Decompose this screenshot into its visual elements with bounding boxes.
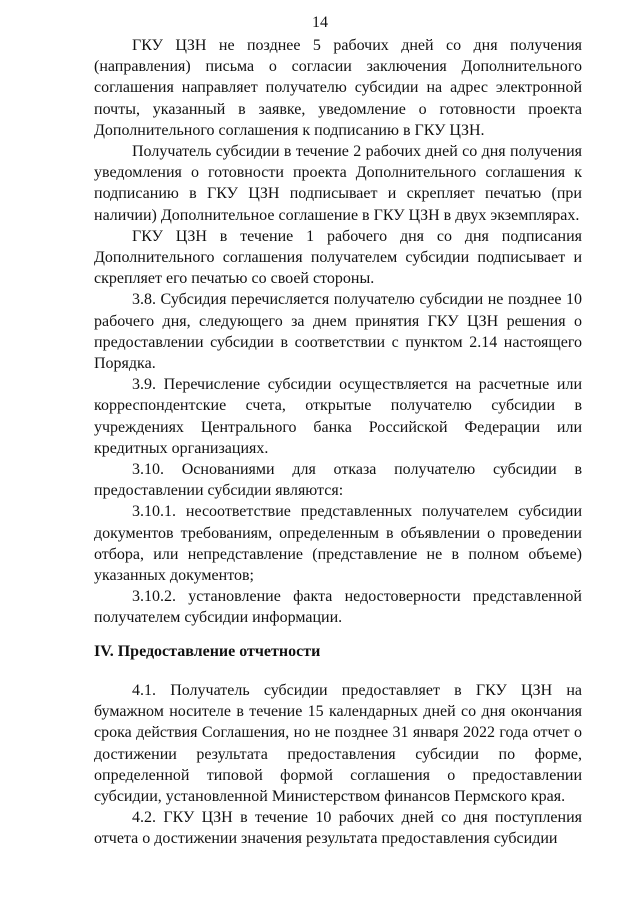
section-heading-iv: IV. Предоставление отчетности (94, 642, 321, 660)
paragraph-3-10-2: 3.10.2. установление факта недостоверности представленной получателем субсидии информации. (94, 588, 582, 627)
document-body (94, 35, 582, 850)
paragraph-gku-notification: ГКУ ЦЗН не позднее 5 рабочих дней со дня получения (направления) письма о согласии заключения Дополнительного соглашения направляет получателю субсидии на адрес электронной почты, указанный в заявке, уведомление о готовности проекта Дополнительного соглашения к подписанию в ГКУ ЦЗН. (94, 37, 582, 139)
paragraph-4-1: 4.1. Получатель субсидии предоставляет в ГКУ ЦЗН на бумажном носителе в течение 15 календарных дней со дня окончания срока действия Соглашения, но не позднее 31 января 2022 года отчет о достижении результата предоставления субсидии по форме, определенной типовой формой соглашения о предоставлении субсидии, установленной Министерством финансов Пермского края. (94, 681, 582, 805)
paragraph-4-2: 4.2. ГКУ ЦЗН в течение 10 рабочих дней со дня поступления отчета о достижении значения результата предоставления субсидии (94, 809, 582, 848)
page-number: 14 (312, 14, 328, 31)
paragraph-gku-signing: ГКУ ЦЗН в течение 1 рабочего дня со дня подписания Дополнительного соглашения получателем субсидии подписывает и скрепляет его печатью со своей стороны. (94, 227, 582, 288)
paragraph-3-8: 3.8. Субсидия перечисляется получателю субсидии не позднее 10 рабочего дня, следующего за днем принятия ГКУ ЦЗН решения о предоставлении субсидии в соответствии с пунктом 2.14 настоящего Порядка. (94, 291, 582, 373)
paragraph-3-10-1: 3.10.1. несоответствие представленных получателем субсидии документов требованиям, определенным в объявлении о проведении отбора, или непредставление (представление не в полном объеме) указанных документов; (94, 503, 582, 585)
paragraph-3-9: 3.9. Перечисление субсидии осуществляется на расчетные или корреспондентские счета, открытые получателю субсидии в учреждениях Центрального банка Российской Федерации или кредитных организациях. (94, 376, 582, 457)
paragraph-3-10: 3.10. Основаниями для отказа получателю субсидии в предоставлении субсидии являются: (94, 461, 582, 500)
paragraph-recipient-signing: Получатель субсидии в течение 2 рабочих дней со дня получения уведомления о готовности проекта Дополнительного соглашения к подписанию в ГКУ ЦЗН подписывает и скрепляет печатью (при наличии) Дополнительное соглашение в ГКУ ЦЗН в двух экземплярах. (94, 143, 582, 224)
